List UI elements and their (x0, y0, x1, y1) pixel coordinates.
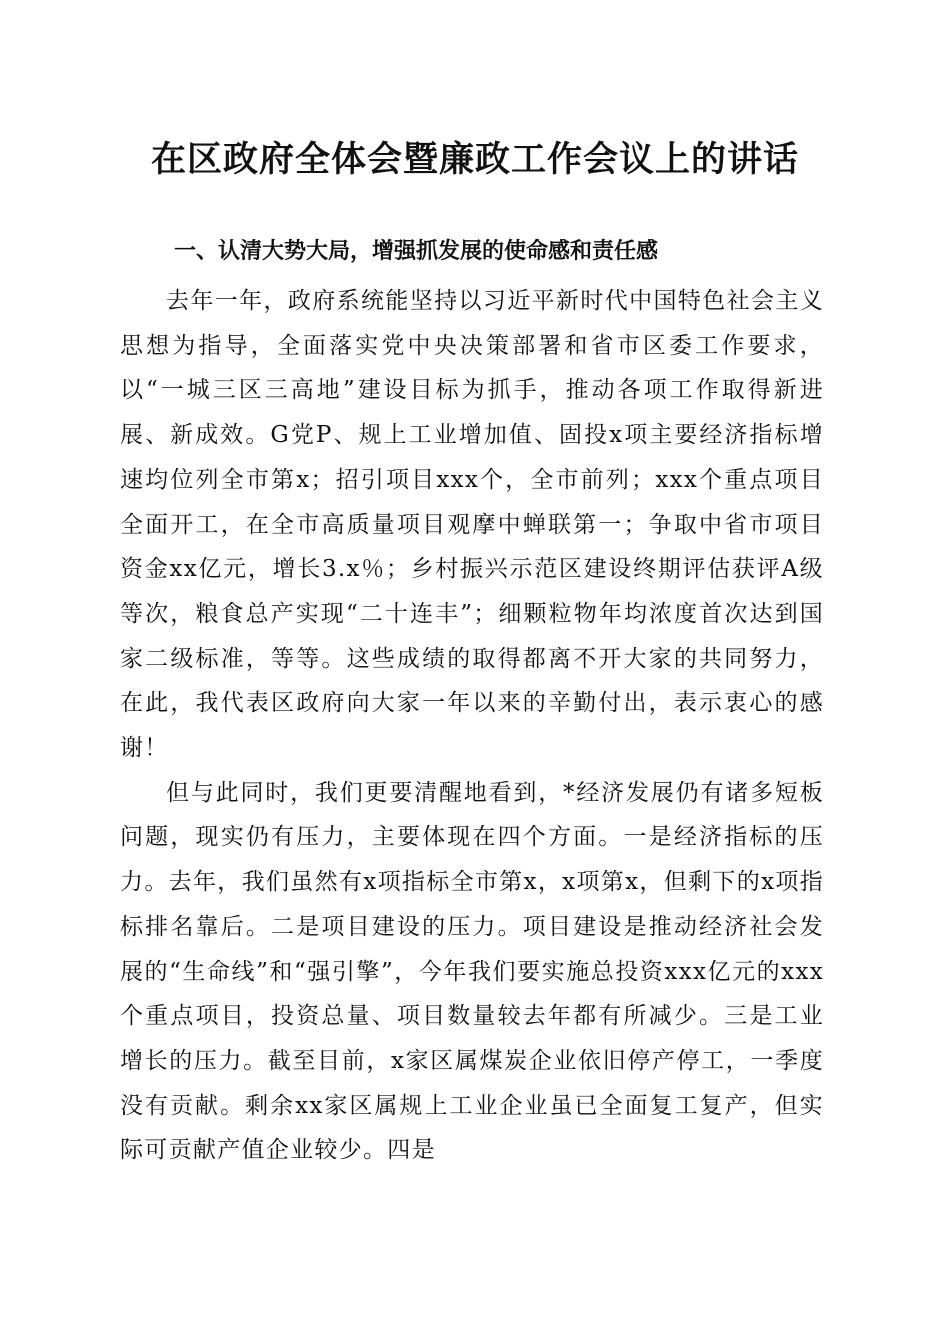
paragraph-2: 但与此同时，我们更要清醒地看到，*经济发展仍有诸多短板问题，现实仍有压力，主要体现在四个方面。一是经济指标的压力。去年，我们虽然有x项指标全市第x，x项第x，但剩下的x项指标排名靠后。二是项目建设的压力。项目建设是推动经济社会发展的“生命线”和“强引擎”，今年我们要实施总投资xxx亿元的xxx个重点项目，投资总量、项目数量较去年都有所减少。三是工业增长的压力。截至目前，x家区属煤炭企业依旧停产停工，一季度没有贡献。剩余xx家区属规上工业企业虽已全面复工复产，但实际可贡献产值企业较少。四是 (120, 779, 824, 1164)
document-title: 在区政府全体会暨廉政工作会议上的讲话 (150, 139, 799, 180)
document-body (120, 279, 824, 1173)
paragraph-1: 去年一年，政府系统能坚持以习近平新时代中国特色社会主义思想为指导，全面落实党中央决策部署和省市区委工作要求，以“一城三区三高地”建设目标为抓手，推动各项工作取得新进展、新成效。G党P、规上工业增加值、固投x项主要经济指标增速均位列全市第x；招引项目xxx个，全市前列；xxx个重点项目全面开工，在全市高质量项目观摩中蝉联第一；争取中省市项目资金xx亿元，增长3.x％；乡村振兴示范区建设终期评估获评A级等次，粮食总产实现“二十连丰”；细颗粒物年均浓度首次达到国家二级标准，等等。这些成绩的取得都离不开大家的共同努力，在此，我代表区政府向大家一年以来的辛勤付出，表示衷心的感谢！ (120, 288, 824, 762)
section-heading: 一、认清大势大局，增强抓发展的使命感和责任感 (174, 239, 659, 264)
